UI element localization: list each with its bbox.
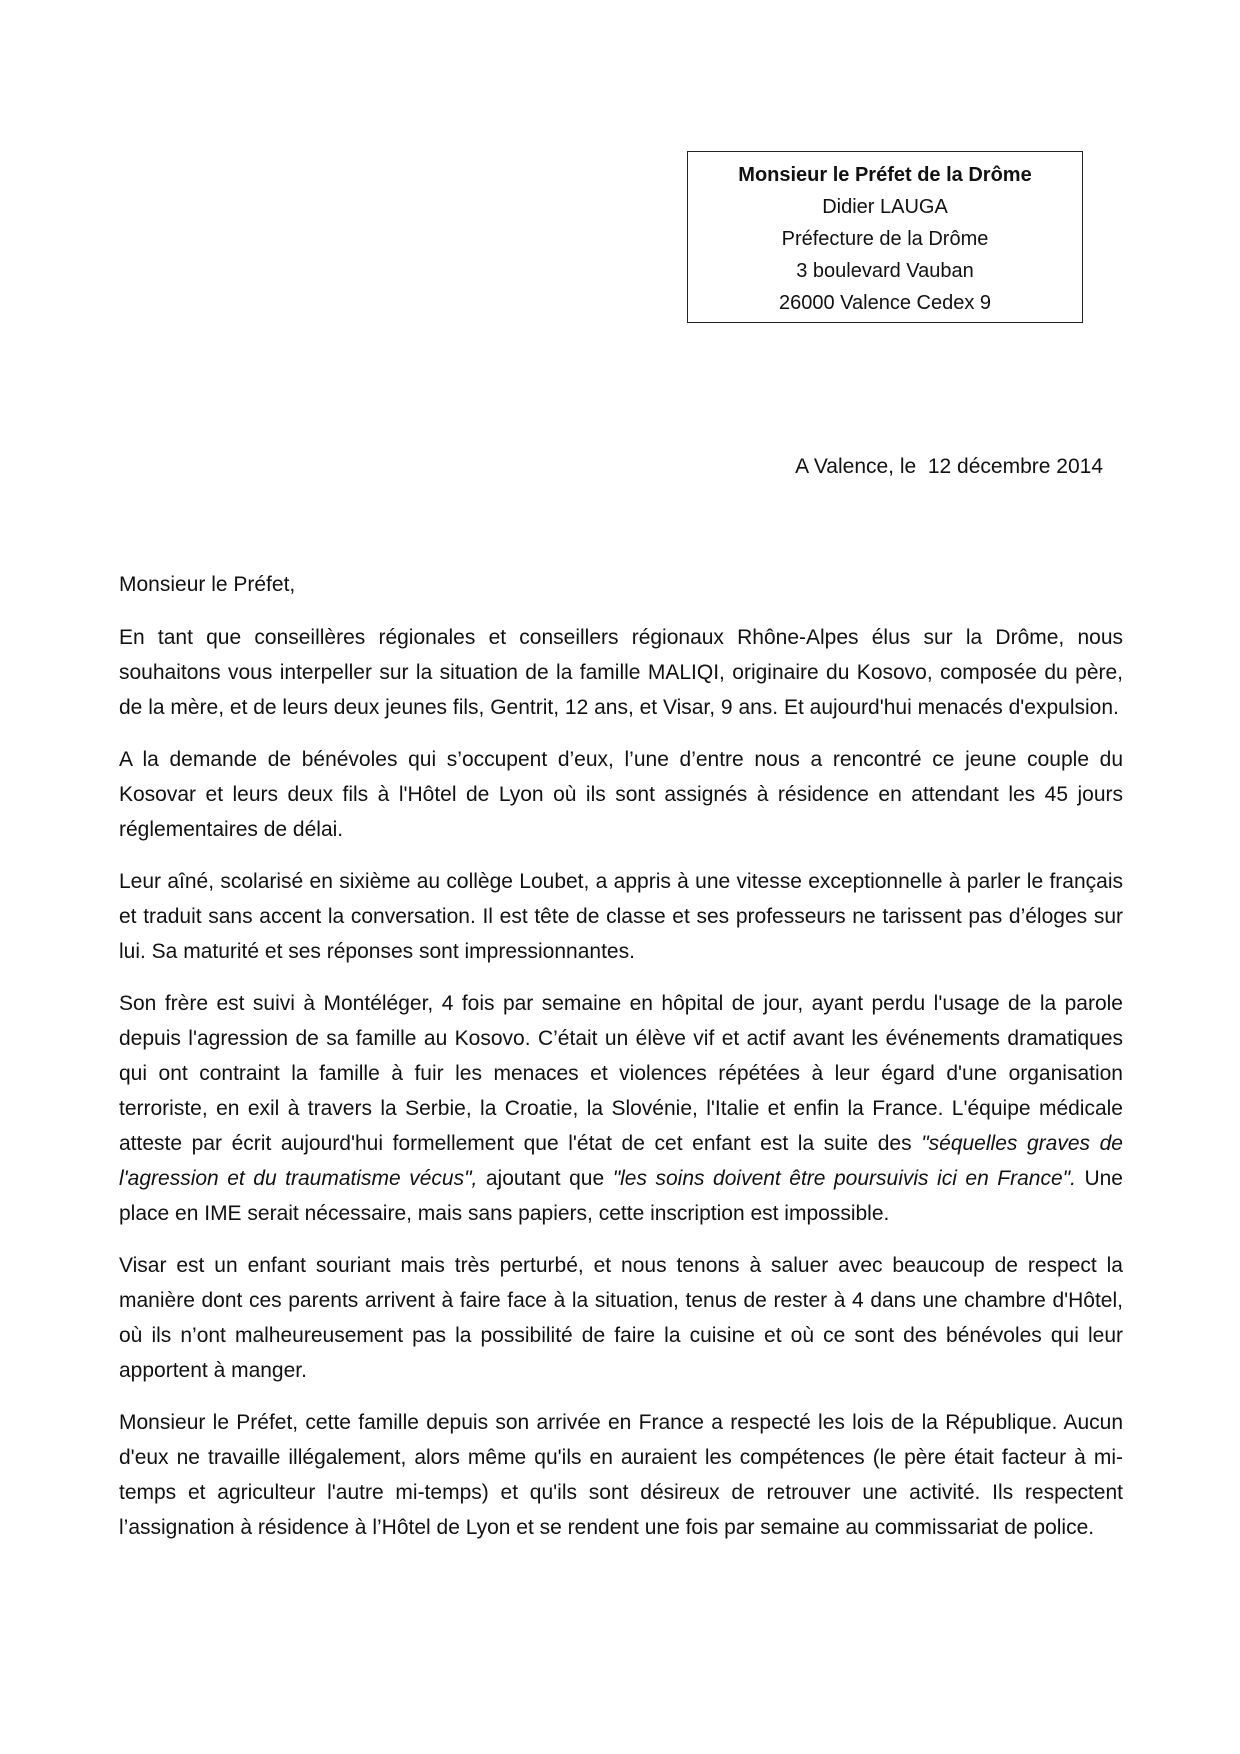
paragraph-3: Leur aîné, scolarisé en sixième au collège Loubet, a appris à une vitesse exceptionnelle à parler le français et traduit sans accent la conversation. Il est tête de classe et ses professeurs ne tarissent pas d’éloges sur lui. Sa maturité et ses réponses sont impressionnantes. — [119, 870, 1123, 963]
paragraph-6: Monsieur le Préfet, cette famille depuis son arrivée en France a respecté les lois de la République. Aucun d'eux ne travaille illégalement, alors même qu'ils en auraient les compétences (le père était facteur à mi-temps et agriculteur l'autre mi-temps) et qu'ils sont désireux de retrouver une activité. Ils respectent l’assignation à résidence à l’Hôtel de Lyon et se rendent une fois par semaine au commissariat de police. — [119, 1411, 1123, 1539]
recipient-name: Didier LAUGA — [822, 196, 948, 218]
medical-quote-1: "séquelles graves de l'agression et du traumatisme vécus", — [119, 1132, 1123, 1190]
recipient-title: Monsieur le Préfet de la Drôme — [738, 164, 1032, 186]
salutation: Monsieur le Préfet, — [119, 573, 296, 596]
medical-quote-2: "les soins doivent être poursuivis ici en France". — [612, 1167, 1076, 1190]
letter-body — [119, 567, 1123, 1562]
recipient-address-block — [687, 151, 1083, 323]
date-line: A Valence, le 12 décembre 2014 — [795, 455, 1103, 478]
paragraph-4-text-c: Une place en IME serait nécessaire, mais sans papiers, cette inscription est impossible. — [119, 1167, 1123, 1225]
recipient-street: 3 boulevard Vauban — [796, 260, 974, 282]
paragraph-5: Visar est un enfant souriant mais très perturbé, et nous tenons à saluer avec beaucoup de respect la manière dont ces parents arrivent à faire face à la situation, tenus de rester à 4 dans une chambre d'Hôtel, où ils n’ont malheureusement pas la possibilité de faire la cuisine et où ce sont des bénévoles qui leur apportent à manger. — [119, 1254, 1123, 1382]
paragraph-4-text-b: ajoutant que — [477, 1167, 613, 1190]
paragraph-1: En tant que conseillères régionales et conseillers régionaux Rhône-Alpes élus sur la Drôme, nous souhaitons vous interpeller sur la situation de la famille MALIQI, originaire du Kosovo, composée du père, de la mère, et de leurs deux jeunes fils, Gentrit, 12 ans, et Visar, 9 ans. Et aujourd'hui menacés d'expulsion. — [119, 626, 1123, 719]
paragraph-4-text-a: Son frère est suivi à Montéléger, 4 fois par semaine en hôpital de jour, ayant perdu l'usage de la parole depuis l'agression de sa famille au Kosovo. C’était un élève vif et actif avant les événements dramatiques qui ont contraint la famille à fuir les menaces et violences répétées à leur égard d'une organisation terroriste, en exil à travers la Serbie, la Croatie, la Slovénie, l'Italie et enfin la France. L'équipe médicale atteste par écrit aujourd'hui formellement que l'état de cet enfant est la suite des — [119, 992, 1123, 1155]
paragraph-2: A la demande de bénévoles qui s’occupent d’eux, l’une d’entre nous a rencontré ce jeune couple du Kosovar et leurs deux fils à l'Hôtel de Lyon où ils sont assignés à résidence en attendant les 45 jours réglementaires de délai. — [119, 748, 1123, 841]
recipient-city: 26000 Valence Cedex 9 — [778, 292, 991, 314]
recipient-office: Préfecture de la Drôme — [781, 228, 989, 250]
paragraph-4 — [119, 986, 1123, 1231]
